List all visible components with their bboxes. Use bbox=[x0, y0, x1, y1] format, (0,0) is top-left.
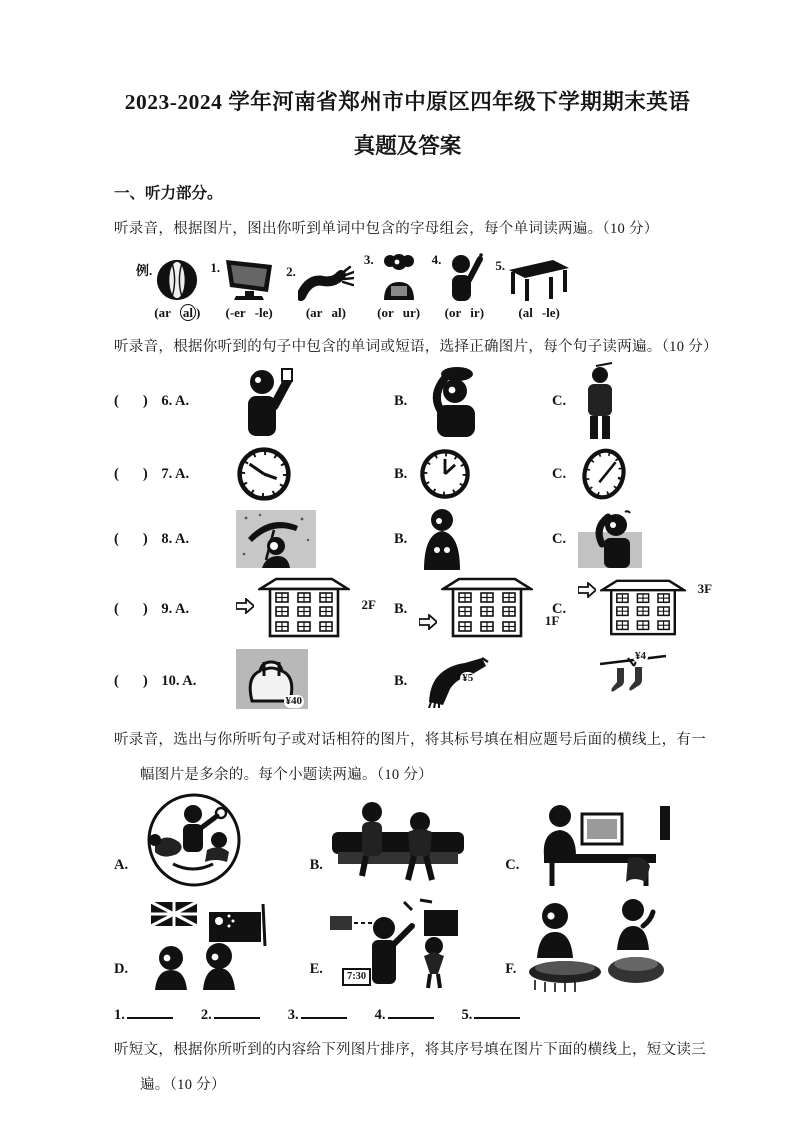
option-c-label: C. bbox=[552, 530, 567, 547]
ball-icon bbox=[155, 258, 199, 302]
blank-line bbox=[214, 1006, 260, 1019]
picture-c bbox=[505, 796, 701, 888]
picture-e bbox=[310, 896, 506, 992]
child-in-winter-coat-icon bbox=[419, 508, 465, 570]
option-c-label: C. bbox=[552, 392, 567, 409]
arrow-right-icon bbox=[236, 598, 254, 614]
arrow-right-icon bbox=[578, 582, 596, 598]
picture-label: D. bbox=[114, 961, 129, 977]
question-number: 9. A. bbox=[161, 601, 190, 617]
task2-instruction: 听录音，根据你听到的句子中包含的单词或短语，选择正确图片，每个句子读两遍。（10 分） bbox=[114, 339, 718, 355]
person-getting-dressed-icon bbox=[578, 362, 620, 440]
option-c-label: C. bbox=[552, 601, 567, 617]
question-number: 10. A. bbox=[161, 673, 197, 689]
girl-with-umbrella-rain-icon bbox=[236, 510, 316, 568]
task1-item-4 bbox=[432, 250, 486, 321]
floor-label: 3F bbox=[697, 581, 713, 596]
answer-blank-5: 5. bbox=[462, 1006, 521, 1024]
item-label: 4. bbox=[431, 252, 442, 267]
letter-options: (ar al) bbox=[305, 305, 346, 320]
task4-instruction-line2: 遍。（10 分） bbox=[140, 1077, 226, 1093]
question-number: 6. A. bbox=[161, 392, 190, 409]
boy-with-clock-sign-and-girl-icon bbox=[328, 896, 468, 992]
task1-item-3 bbox=[364, 250, 422, 321]
floor-label: 1F bbox=[544, 613, 560, 628]
picture-a bbox=[114, 792, 310, 888]
item-label: 例. bbox=[136, 263, 153, 278]
circled-answer: al bbox=[180, 304, 196, 321]
task1-instruction: 听录音，根据图片，图出你听到单词中包含的字母组会，每个单词读两遍。（10 分） bbox=[114, 221, 659, 237]
picture-label: A. bbox=[114, 857, 129, 873]
girl-pointing-icon bbox=[443, 250, 485, 302]
letter-options: (al -le) bbox=[518, 305, 560, 320]
tilted-clock-icon bbox=[578, 446, 630, 502]
computer-icon bbox=[222, 258, 276, 302]
option-b-label: B. bbox=[394, 673, 408, 689]
question-8-row bbox=[114, 508, 701, 570]
question-6-row bbox=[114, 362, 701, 440]
item-label: 5. bbox=[495, 258, 506, 273]
price-tag: ¥4 bbox=[635, 650, 646, 662]
kids-playing-with-dog-icon bbox=[133, 792, 255, 888]
answer-blank-4: 4. bbox=[375, 1006, 434, 1024]
item-label: 3. bbox=[363, 252, 374, 267]
time-sign: 7:30 bbox=[342, 968, 371, 986]
section-heading: 一、听力部分。 bbox=[114, 185, 223, 202]
arrow-right-icon bbox=[419, 614, 437, 630]
people-on-sofa-icon bbox=[328, 796, 468, 888]
boy-raising-arm-icon bbox=[236, 364, 298, 438]
option-c-label: C. bbox=[552, 465, 567, 482]
answer-parens-q6: ( ) 6. A. bbox=[114, 392, 190, 409]
option-b-label: B. bbox=[394, 601, 408, 617]
task1-item-example bbox=[136, 258, 200, 321]
arm-icon bbox=[298, 262, 354, 302]
item-label: 1. bbox=[210, 260, 221, 275]
building-3f-icon bbox=[600, 576, 713, 643]
title-line-2: 真题及答案 bbox=[353, 133, 462, 158]
answer-parens-q9: ( ) 9. A. bbox=[114, 601, 190, 617]
building-2f-icon bbox=[258, 576, 376, 643]
letter-options: (or ir) bbox=[444, 305, 485, 320]
price-tag: ¥5 bbox=[462, 672, 474, 684]
kids-eating-food-icon bbox=[521, 896, 671, 992]
blank-line bbox=[127, 1006, 173, 1019]
option-b-label: B. bbox=[394, 530, 408, 547]
building-1f-icon bbox=[441, 576, 560, 643]
clock-icon bbox=[236, 446, 292, 502]
schoolbag-icon bbox=[236, 649, 308, 714]
answer-parens-q8: ( ) 8. A. bbox=[114, 530, 190, 547]
picture-label: B. bbox=[309, 857, 323, 873]
blank-line bbox=[474, 1006, 520, 1019]
task3-instruction-line1: 听录音，选出与你所听句子或对话相符的图片，将其标号填在相应题号后面的横线上，有一 bbox=[114, 732, 706, 748]
answer-blank-1: 1. bbox=[114, 1006, 173, 1024]
picture-label: E. bbox=[309, 961, 323, 977]
letter-options: (or ur) bbox=[377, 305, 421, 320]
nurse-icon bbox=[376, 250, 422, 302]
answer-blanks-row bbox=[114, 1006, 701, 1024]
answer-blank-2: 2. bbox=[201, 1006, 260, 1024]
kids-with-uk-china-flags-icon bbox=[133, 896, 283, 992]
question-number: 7. A. bbox=[161, 465, 190, 482]
question-number: 8. A. bbox=[161, 530, 190, 547]
boy-wiping-sweat-icon bbox=[578, 510, 642, 568]
picture-label: C. bbox=[505, 857, 520, 873]
question-10-row bbox=[114, 649, 701, 714]
task1-item-2 bbox=[286, 262, 354, 321]
price-tag: ¥40 bbox=[285, 694, 302, 707]
answer-parens-q10: ( ) 10. A. bbox=[114, 673, 197, 689]
picture-b bbox=[310, 796, 506, 888]
blank-line bbox=[301, 1006, 347, 1019]
task4-instruction-line1: 听短文，根据你所听到的内容给下列图片排序，将其序号填在图片下面的横线上，短文读三 bbox=[114, 1042, 706, 1058]
scarf-icon bbox=[419, 650, 489, 713]
child-using-computer-icon bbox=[524, 796, 674, 888]
task3-picture-row-1 bbox=[114, 792, 701, 888]
picture-d bbox=[114, 896, 310, 992]
answer-blank-3: 3. bbox=[288, 1006, 347, 1024]
letter-options: (-er -le) bbox=[225, 305, 273, 320]
task3-instruction-line2: 幅图片是多余的。每个小题读两遍。（10 分） bbox=[140, 767, 433, 783]
blank-line bbox=[388, 1006, 434, 1019]
page-title bbox=[114, 92, 701, 157]
clock-icon bbox=[419, 448, 471, 500]
title-line-1: 2023-2024 学年河南省郑州市中原区四年级下学期期末英语 bbox=[124, 90, 691, 114]
floor-label: 2F bbox=[361, 597, 376, 612]
option-b-label: B. bbox=[394, 392, 408, 409]
boy-putting-on-hat-icon bbox=[419, 365, 485, 437]
task3-picture-row-2 bbox=[114, 896, 701, 992]
item-label: 2. bbox=[286, 264, 296, 279]
task1-item-5 bbox=[495, 256, 571, 321]
socks-on-line-icon bbox=[600, 650, 666, 713]
table-icon bbox=[507, 256, 571, 302]
picture-f bbox=[505, 896, 701, 992]
task1-item-1 bbox=[210, 258, 276, 321]
picture-label: F. bbox=[505, 961, 517, 977]
option-b-label: B. bbox=[394, 465, 408, 482]
answer-parens-q7: ( ) 7. A. bbox=[114, 465, 190, 482]
letter-options: (ar al ) bbox=[154, 305, 201, 320]
question-7-row bbox=[114, 446, 701, 502]
task1-picture-row bbox=[136, 250, 701, 321]
question-9-row bbox=[114, 576, 713, 643]
